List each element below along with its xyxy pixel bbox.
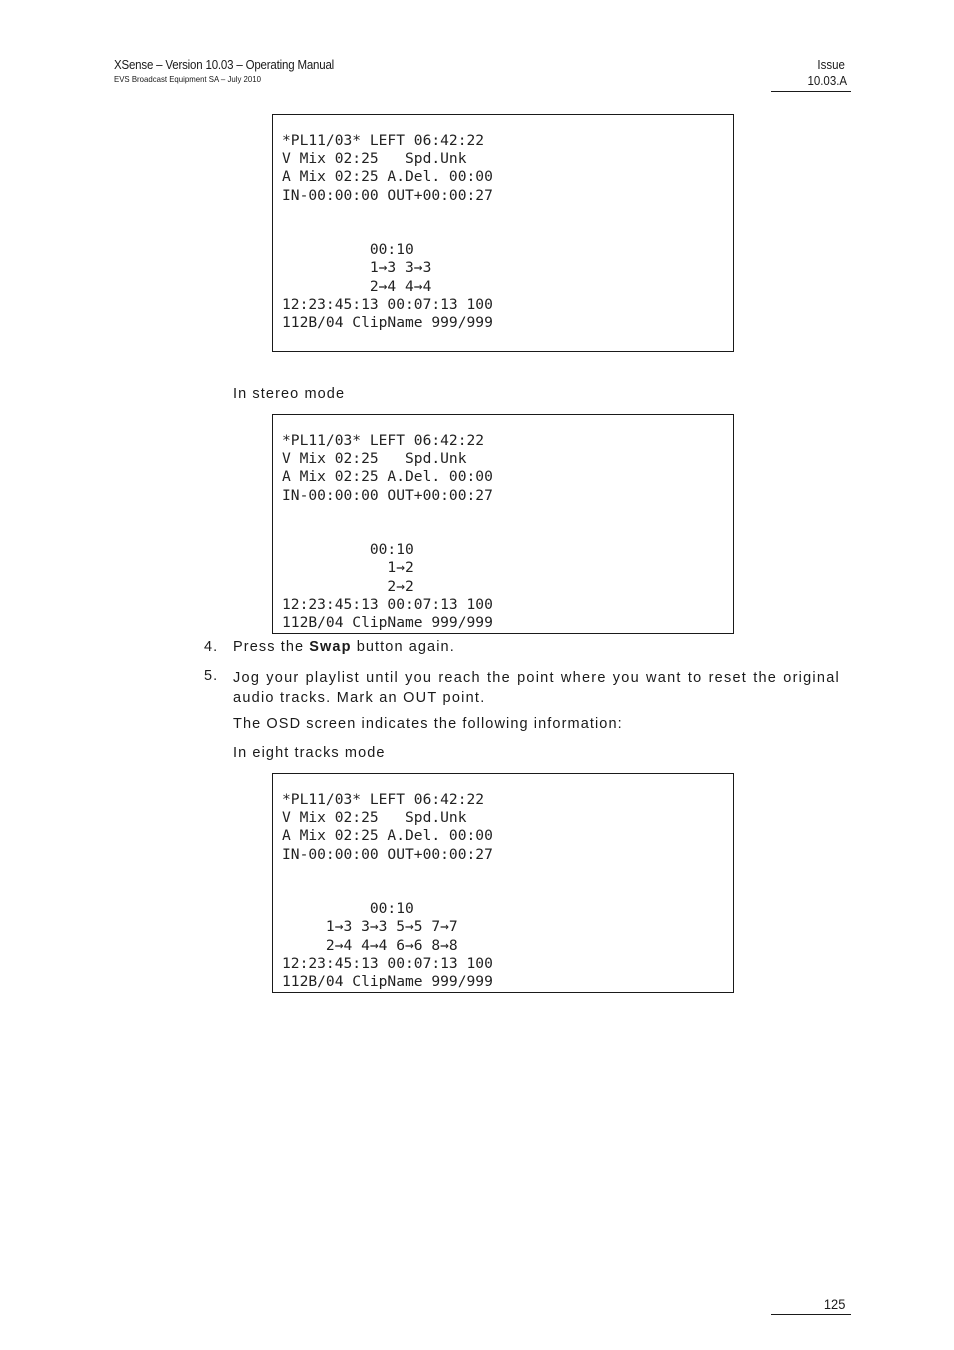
osd-line: V Mix 02:25 Spd.Unk xyxy=(282,809,467,827)
osd-line: 00:10 xyxy=(282,241,414,259)
osd-line xyxy=(282,205,733,223)
osd-line: 112B/04 ClipName 999/999 xyxy=(282,613,493,631)
osd-line xyxy=(282,505,733,523)
page-number-block xyxy=(771,1296,851,1315)
osd-line: 2→4 4→4 6→6 8→8 xyxy=(282,936,458,954)
swap-button-label: Swap xyxy=(309,639,352,655)
osd-line xyxy=(282,523,733,541)
osd-line: 112B/04 ClipName 999/999 xyxy=(282,972,493,990)
osd-line: V Mix 02:25 Spd.Unk xyxy=(282,450,467,468)
step-text-before: Press the xyxy=(233,639,310,655)
step-text-after: button again. xyxy=(351,639,455,655)
eight-tracks-label: In eight tracks mode xyxy=(233,745,386,761)
osd-line: 12:23:45:13 00:07:13 100 xyxy=(282,595,493,613)
osd-line: A Mix 02:25 A.Del. 00:00 xyxy=(282,468,493,486)
stereo-mode-label: In stereo mode xyxy=(233,386,346,402)
step-text: Jog your playlist until you reach the point where you want to reset the original audio tracks. Mark an OUT point. xyxy=(233,670,840,706)
osd-line: IN-00:00:00 OUT+00:00:27 xyxy=(282,486,493,504)
document-title: XSense – Version 10.03 – Operating Manual xyxy=(114,58,335,72)
osd-line: 2→2 xyxy=(282,577,414,595)
osd-info-text: The OSD screen indicates the following information: xyxy=(233,716,623,732)
step-number: 5. xyxy=(204,668,219,684)
osd-line: *PL11/03* LEFT 06:42:22 xyxy=(282,132,485,149)
osd-line: IN-00:00:00 OUT+00:00:27 xyxy=(282,186,493,204)
osd-line xyxy=(282,223,733,241)
osd-line: 12:23:45:13 00:07:13 100 xyxy=(282,954,493,972)
page-number: 125 xyxy=(823,1296,845,1312)
osd-line: 1→3 3→3 5→5 7→7 xyxy=(282,918,458,936)
osd-line xyxy=(282,882,733,900)
osd-line: 00:10 xyxy=(282,541,414,559)
osd-screen-box xyxy=(272,414,734,634)
osd-line: 112B/04 ClipName 999/999 xyxy=(282,313,493,331)
osd-line: *PL11/03* LEFT 06:42:22 xyxy=(282,791,485,808)
osd-line: 1→2 xyxy=(282,559,414,577)
issue-number: 10.03.A xyxy=(807,74,847,88)
issue-label: Issue xyxy=(817,58,845,72)
document-subtitle: EVS Broadcast Equipment SA – July 2010 xyxy=(114,74,261,84)
osd-line: 1→3 3→3 xyxy=(282,259,432,277)
osd-screen-box xyxy=(272,773,734,993)
osd-line xyxy=(282,864,733,882)
step-number: 4. xyxy=(204,639,219,655)
osd-line: 12:23:45:13 00:07:13 100 xyxy=(282,295,493,313)
osd-line: 00:10 xyxy=(282,900,414,918)
osd-line: *PL11/03* LEFT 06:42:22 xyxy=(282,432,485,449)
osd-screen-box xyxy=(272,114,734,352)
osd-line: V Mix 02:25 Spd.Unk xyxy=(282,150,467,168)
osd-line: A Mix 02:25 A.Del. 00:00 xyxy=(282,827,493,845)
step-text xyxy=(233,639,455,655)
osd-line: 2→4 4→4 xyxy=(282,277,432,295)
osd-line: A Mix 02:25 A.Del. 00:00 xyxy=(282,168,493,186)
osd-line: IN-00:00:00 OUT+00:00:27 xyxy=(282,845,493,863)
issue-block xyxy=(771,58,851,92)
